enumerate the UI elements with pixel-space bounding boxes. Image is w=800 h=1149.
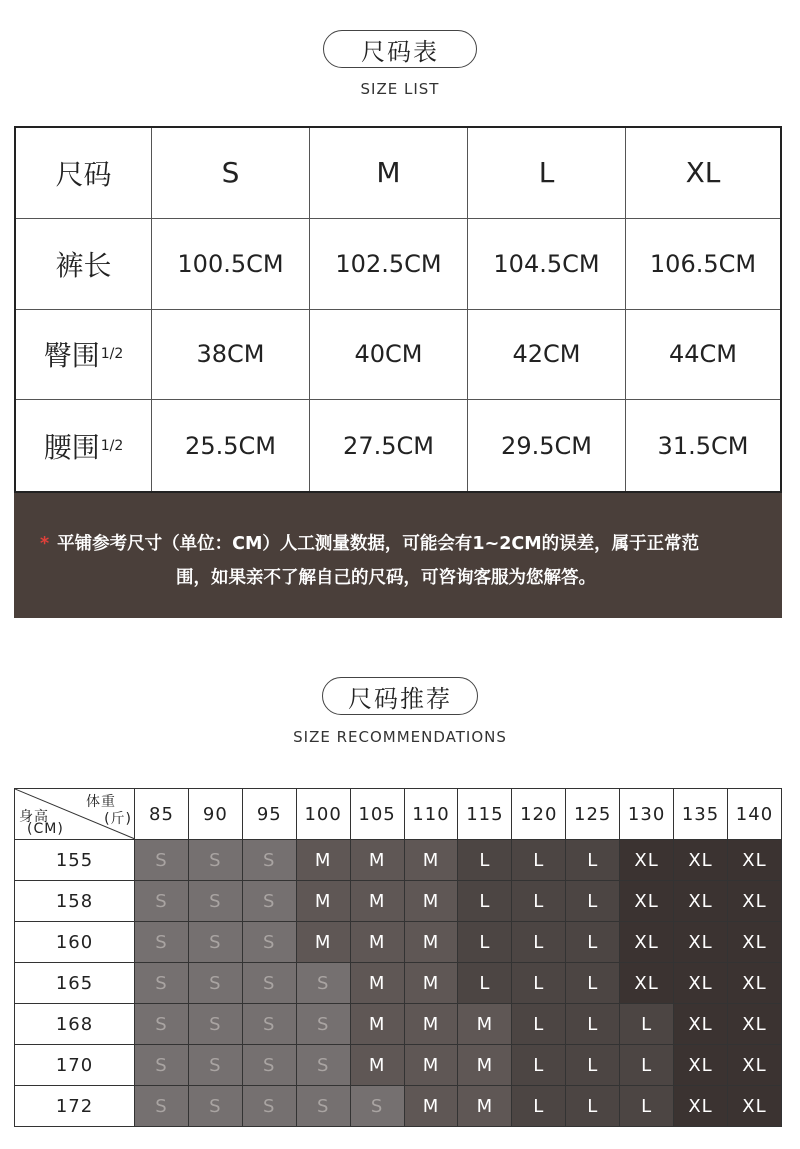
size-header-xl: XL xyxy=(626,128,780,219)
recommended-size-cell: M xyxy=(296,922,350,963)
recommended-size-cell: L xyxy=(620,1086,674,1127)
height-cell: 160 xyxy=(15,922,135,963)
recommended-size-cell: S xyxy=(296,1045,350,1086)
size-table xyxy=(14,126,782,493)
recommended-size-cell: M xyxy=(296,840,350,881)
weight-header-cell: 140 xyxy=(727,789,781,840)
recommended-size-cell: XL xyxy=(727,840,781,881)
height-cell: 158 xyxy=(15,881,135,922)
recommended-size-cell: L xyxy=(512,922,566,963)
recommended-size-cell: S xyxy=(350,1086,404,1127)
recommended-size-cell: XL xyxy=(620,881,674,922)
recommended-size-cell: L xyxy=(458,922,512,963)
weight-header-cell: 110 xyxy=(404,789,458,840)
measure-label xyxy=(16,310,152,401)
recommended-size-cell: L xyxy=(512,840,566,881)
recommended-size-cell: S xyxy=(242,1045,296,1086)
recommended-size-cell: L xyxy=(512,1004,566,1045)
table-row xyxy=(15,881,782,922)
recommended-size-cell: L xyxy=(458,840,512,881)
weight-header-cell: 125 xyxy=(566,789,620,840)
recommended-size-cell: L xyxy=(566,1045,620,1086)
recommended-size-cell: M xyxy=(404,1004,458,1045)
weight-header-cell: 105 xyxy=(350,789,404,840)
size-recommend-title-text: 尺码推荐 xyxy=(348,684,452,713)
measure-value: 42CM xyxy=(468,310,626,401)
recommended-size-cell: S xyxy=(188,881,242,922)
recommended-size-cell: XL xyxy=(620,840,674,881)
recommended-size-cell: S xyxy=(135,922,189,963)
recommended-size-cell: XL xyxy=(674,922,728,963)
recommended-size-cell: S xyxy=(188,922,242,963)
table-row xyxy=(15,840,782,881)
size-list-title xyxy=(323,30,477,68)
height-cell: 168 xyxy=(15,1004,135,1045)
size-recommend-table xyxy=(14,788,782,1127)
height-cell: 172 xyxy=(15,1086,135,1127)
size-recommend-subtitle: SIZE RECOMMENDATIONS xyxy=(293,728,507,746)
measure-label xyxy=(16,219,152,310)
recommended-size-cell: M xyxy=(296,881,350,922)
measure-label-text: 臀围 xyxy=(43,339,100,373)
recommended-size-cell: M xyxy=(458,1004,512,1045)
recommended-size-cell: XL xyxy=(674,1004,728,1045)
recommended-size-cell: L xyxy=(512,1045,566,1086)
recommended-size-cell: S xyxy=(296,963,350,1004)
recommended-size-cell: S xyxy=(242,963,296,1004)
recommended-size-cell: S xyxy=(296,1086,350,1127)
recommended-size-cell: M xyxy=(404,1045,458,1086)
recommended-size-cell: S xyxy=(135,1086,189,1127)
recommended-size-cell: L xyxy=(566,1086,620,1127)
recommended-size-cell: XL xyxy=(620,963,674,1004)
table-row xyxy=(15,1004,782,1045)
recommended-size-cell: S xyxy=(242,1086,296,1127)
note-line-1: 平铺参考尺寸（单位：CM）人工测量数据，可能会有1~2CM的误差，属于正常范 xyxy=(57,534,700,554)
recommended-size-cell: L xyxy=(566,881,620,922)
measure-value: 106.5CM xyxy=(626,219,780,310)
recommended-size-cell: M xyxy=(350,922,404,963)
measure-value: 102.5CM xyxy=(310,219,468,310)
table-row xyxy=(15,963,782,1004)
weight-header-cell: 120 xyxy=(512,789,566,840)
recommended-size-cell: M xyxy=(404,881,458,922)
recommended-size-cell: M xyxy=(458,1045,512,1086)
recommended-size-cell: M xyxy=(350,1045,404,1086)
recommended-size-cell: M xyxy=(350,1004,404,1045)
recommended-size-cell: S xyxy=(242,840,296,881)
recommended-size-cell: L xyxy=(458,963,512,1004)
size-list-subtitle: SIZE LIST xyxy=(360,80,440,98)
recommended-size-cell: S xyxy=(135,1004,189,1045)
weight-header-cell: 85 xyxy=(135,789,189,840)
recommended-size-cell: S xyxy=(135,881,189,922)
recommended-size-cell: S xyxy=(242,922,296,963)
recommended-size-cell: L xyxy=(458,881,512,922)
recommended-size-cell: S xyxy=(242,1004,296,1045)
corner-height-unit: (CM) xyxy=(27,821,64,837)
recommended-size-cell: XL xyxy=(727,922,781,963)
corner-weight-unit: (斤) xyxy=(104,811,132,827)
measure-value: 29.5CM xyxy=(468,400,626,491)
recommended-size-cell: S xyxy=(135,1045,189,1086)
weight-header-cell: 100 xyxy=(296,789,350,840)
weight-header-cell: 95 xyxy=(242,789,296,840)
measure-value: 44CM xyxy=(626,310,780,401)
measurement-note xyxy=(14,493,782,618)
size-header-label: 尺码 xyxy=(16,128,152,219)
recommended-size-cell: S xyxy=(188,963,242,1004)
recommended-size-cell: L xyxy=(512,881,566,922)
recommended-size-cell: L xyxy=(566,1004,620,1045)
measure-label-text: 裤长 xyxy=(55,248,112,282)
recommended-size-cell: S xyxy=(242,881,296,922)
recommended-size-cell: M xyxy=(350,881,404,922)
recommended-size-cell: S xyxy=(188,1004,242,1045)
recommended-size-cell: XL xyxy=(674,881,728,922)
recommended-size-cell: M xyxy=(404,840,458,881)
measure-label-half: 1/2 xyxy=(100,346,124,363)
measure-value: 38CM xyxy=(152,310,310,401)
recommended-size-cell: M xyxy=(404,963,458,1004)
weight-header-cell: 115 xyxy=(458,789,512,840)
measure-value: 40CM xyxy=(310,310,468,401)
recommended-size-cell: L xyxy=(620,1004,674,1045)
size-header-s: S xyxy=(152,128,310,219)
recommended-size-cell: XL xyxy=(674,963,728,1004)
recommended-size-cell: M xyxy=(404,1086,458,1127)
recommended-size-cell: L xyxy=(512,963,566,1004)
height-cell: 155 xyxy=(15,840,135,881)
size-header-m: M xyxy=(310,128,468,219)
size-header-l: L xyxy=(468,128,626,219)
measure-label xyxy=(16,400,152,491)
recommended-size-cell: XL xyxy=(727,881,781,922)
recommended-size-cell: M xyxy=(350,963,404,1004)
recommended-size-cell: S xyxy=(188,840,242,881)
size-list-title-text: 尺码表 xyxy=(361,37,439,66)
recommended-size-cell: XL xyxy=(727,1045,781,1086)
corner-weight-label: 体重 xyxy=(86,794,116,810)
recommended-size-cell: XL xyxy=(674,1045,728,1086)
measure-label-half: 1/2 xyxy=(100,437,124,454)
recommended-size-cell: S xyxy=(135,963,189,1004)
recommended-size-cell: M xyxy=(350,840,404,881)
table-row xyxy=(15,1045,782,1086)
recommended-size-cell: L xyxy=(566,840,620,881)
measure-value: 104.5CM xyxy=(468,219,626,310)
weight-header-cell: 90 xyxy=(188,789,242,840)
measure-value: 27.5CM xyxy=(310,400,468,491)
note-line-2: 围，如果亲不了解自己的尺码，可咨询客服为您解答。 xyxy=(176,568,596,588)
recommended-size-cell: M xyxy=(404,922,458,963)
measure-value: 25.5CM xyxy=(152,400,310,491)
recommended-size-cell: S xyxy=(188,1045,242,1086)
recommended-size-cell: S xyxy=(296,1004,350,1045)
recommended-size-cell: L xyxy=(566,963,620,1004)
recommended-size-cell: M xyxy=(458,1086,512,1127)
recommended-size-cell: L xyxy=(566,922,620,963)
recommended-size-cell: XL xyxy=(727,1004,781,1045)
corner-cell xyxy=(15,789,135,840)
measure-value: 100.5CM xyxy=(152,219,310,310)
recommended-size-cell: S xyxy=(188,1086,242,1127)
size-recommend-title xyxy=(322,677,478,715)
measure-value: 31.5CM xyxy=(657,431,749,460)
weight-header-cell: 130 xyxy=(620,789,674,840)
weight-header-row xyxy=(15,789,782,840)
note-star: * xyxy=(40,534,50,554)
height-cell: 165 xyxy=(15,963,135,1004)
table-row xyxy=(15,1086,782,1127)
corner-height-label: 身高 xyxy=(19,809,49,825)
table-row xyxy=(15,922,782,963)
recommended-size-cell: XL xyxy=(727,963,781,1004)
recommended-size-cell: L xyxy=(512,1086,566,1127)
recommended-size-cell: XL xyxy=(674,1086,728,1127)
recommended-size-cell: XL xyxy=(674,840,728,881)
weight-header-cell: 135 xyxy=(674,789,728,840)
recommended-size-cell: XL xyxy=(620,922,674,963)
height-cell: 170 xyxy=(15,1045,135,1086)
measure-label-text: 腰围 xyxy=(43,430,100,464)
recommended-size-cell: S xyxy=(135,840,189,881)
recommended-size-cell: L xyxy=(620,1045,674,1086)
recommended-size-cell: XL xyxy=(727,1086,781,1127)
